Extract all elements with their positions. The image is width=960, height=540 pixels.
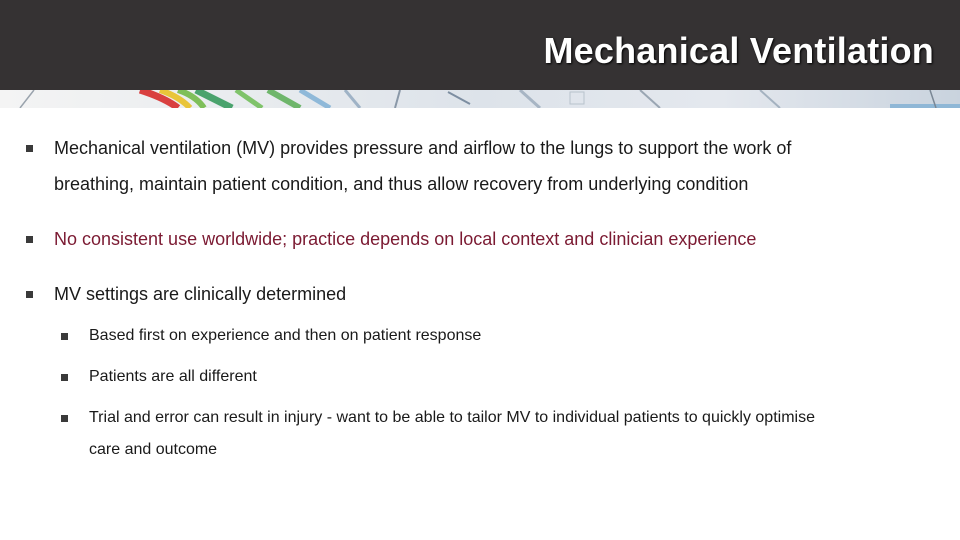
sub-bullet-marker [61, 333, 68, 340]
bullet-marker [26, 145, 33, 152]
bullet-3-text: MV settings are clinically determined [54, 284, 347, 304]
sub-bullet-1-text: Based first on experience and then on patient response [89, 327, 482, 344]
bullet-1-line-2: breathing, maintain patient condition, and thus allow recovery from underlying condition [54, 174, 749, 194]
sub-bullet-marker [61, 374, 68, 381]
sub-bullet-3-line-2: care and outcome [89, 441, 218, 458]
bullet-2-text: No consistent use worldwide; practice depends on local context and clinician experience [54, 229, 757, 249]
sub-bullet-3-line-1: Trial and error can result in injury - want to be able to tailor MV to individual patients to quickly optimise [89, 409, 815, 426]
bullet-marker [26, 236, 33, 243]
title-bar [0, 0, 960, 90]
bullet-marker [26, 291, 33, 298]
bullet-1-line-1: Mechanical ventilation (MV) provides pressure and airflow to the lungs to support the work of [54, 138, 792, 158]
sub-bullet-marker [61, 415, 68, 422]
header-banner-image [0, 90, 960, 108]
slide-title: Mechanical Ventilation [543, 30, 934, 71]
sub-bullet-2-text: Patients are all different [89, 368, 257, 385]
ventilator-photo-strip [0, 90, 960, 108]
